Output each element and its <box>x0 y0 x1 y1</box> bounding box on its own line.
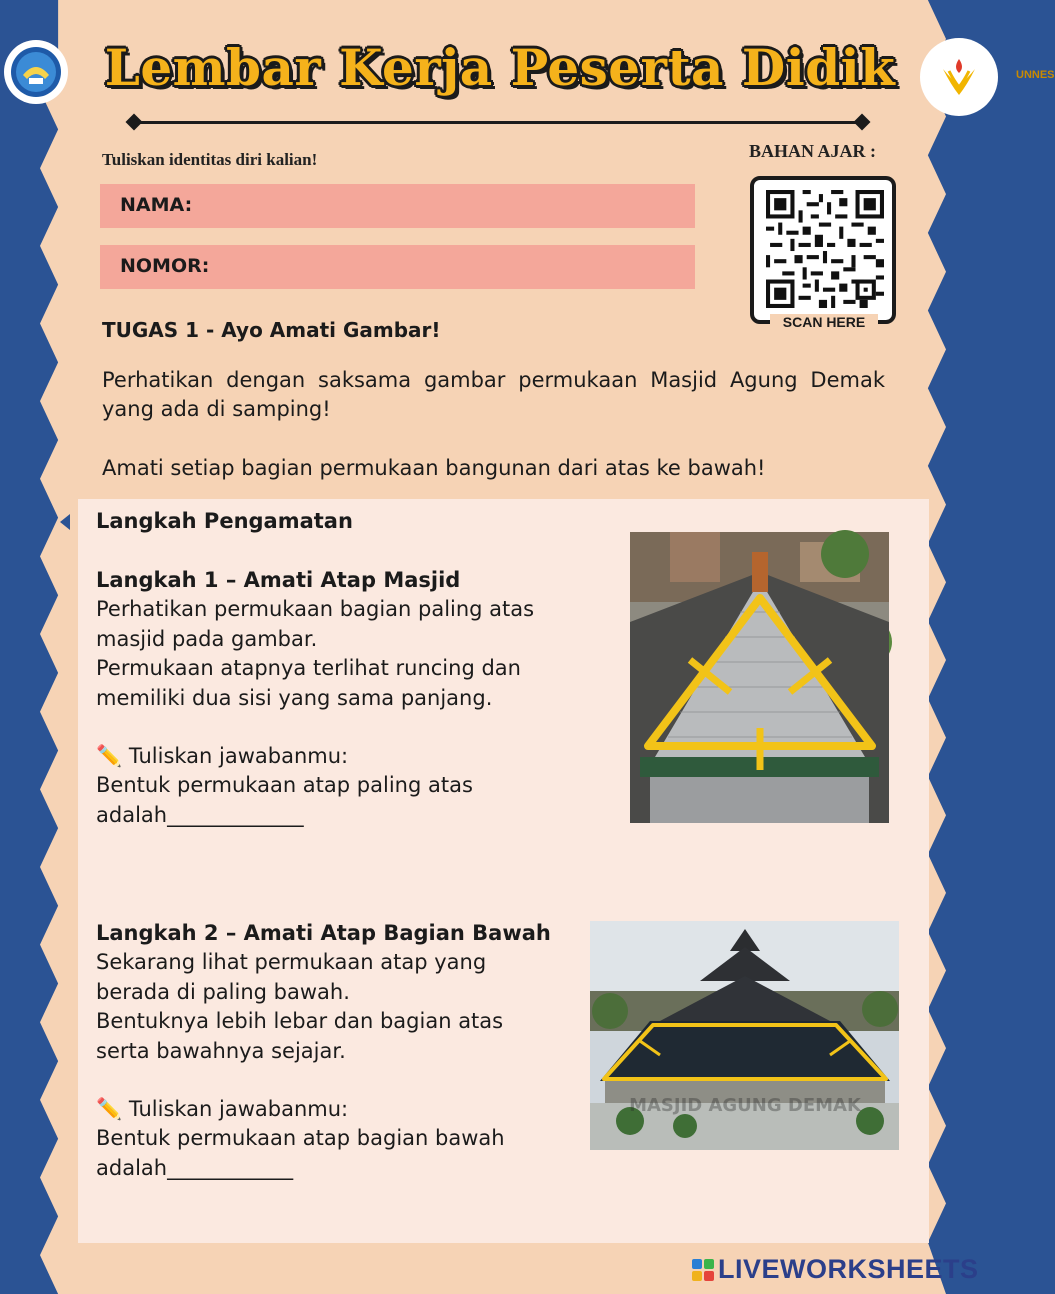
title-divider <box>135 121 863 124</box>
unnes-label: UNNES <box>1016 69 1055 82</box>
step1-prompt: ✏️ Tuliskan jawabanmu: <box>96 744 349 768</box>
step1-answer[interactable]: Bentuk permukaan atap paling atas adalah_____________ <box>96 773 473 827</box>
panel-pointer <box>60 514 70 530</box>
kemendikbud-logo <box>4 40 68 104</box>
name-field[interactable] <box>100 184 695 228</box>
unnes-logo <box>920 38 1055 116</box>
photo2-watermark: MASJID AGUNG DEMAK <box>629 1095 861 1116</box>
step2-answer[interactable]: Bentuk permukaan atap bagian bawah adalah____________ <box>96 1126 505 1180</box>
mosque-top-roof-illustration <box>630 532 889 823</box>
liveworksheets-brand: LIVEWORKSHEETS <box>718 1254 979 1284</box>
task-paragraph-2: Amati setiap bagian permukaan bangunan dari atas ke bawah! <box>102 456 766 480</box>
kemendikbud-logo-icon <box>9 45 63 99</box>
liveworksheets-logo-icon <box>692 1259 714 1281</box>
identity-instruction: Tuliskan identitas diri kalian! <box>102 150 318 169</box>
mosque-bottom-roof-photo <box>590 921 899 1150</box>
qr-code-icon <box>766 190 884 308</box>
step2-description: Sekarang lihat permukaan atap yang berada di paling bawah. Bentuknya lebih lebar dan bagian atas serta bawahnya sejajar. <box>96 950 504 1063</box>
qr-caption: SCAN HERE <box>770 314 878 330</box>
mosque-bottom-roof-illustration <box>590 921 899 1150</box>
mosque-top-roof-photo <box>630 532 889 823</box>
step2-title: Langkah 2 – Amati Atap Bagian Bawah <box>96 921 551 945</box>
number-label: NOMOR: <box>120 255 210 277</box>
task-paragraph-1: Perhatikan dengan saksama gambar permukaan Masjid Agung Demak yang ada di samping! <box>102 368 885 421</box>
steps-heading: Langkah Pengamatan <box>96 509 353 533</box>
name-label: NAMA: <box>120 194 193 216</box>
resource-label: BAHAN AJAR : <box>749 141 877 161</box>
liveworksheets-footer <box>692 1254 979 1285</box>
task-title: TUGAS 1 - Ayo Amati Gambar! <box>102 318 441 342</box>
unnes-emblem-icon <box>937 55 981 99</box>
step2-prompt: ✏️ Tuliskan jawabanmu: <box>96 1097 349 1121</box>
step1-description: Perhatikan permukaan bagian paling atas masjid pada gambar. Permukaan atapnya terlihat runcing dan memiliki dua sisi yang sama panjang. <box>96 597 535 710</box>
step1-title: Langkah 1 – Amati Atap Masjid <box>96 568 461 592</box>
qr-code[interactable] <box>750 176 896 324</box>
number-field[interactable] <box>100 245 695 289</box>
page-title: Lembar Kerja Peserta Didik <box>104 38 896 97</box>
